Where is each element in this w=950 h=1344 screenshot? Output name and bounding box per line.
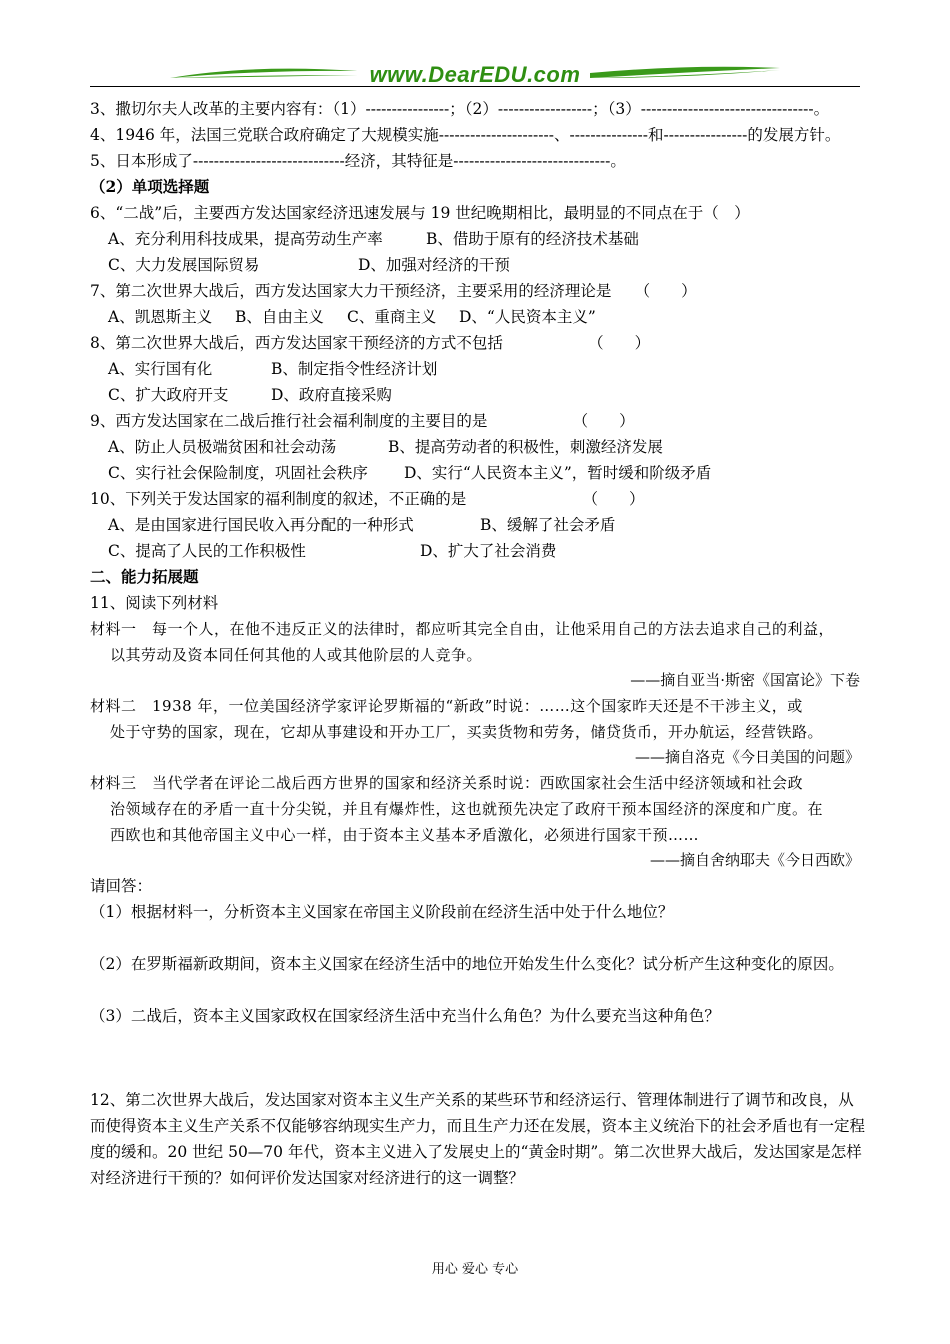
option-8b: B、制定指令性经济计划 [271,360,438,378]
option-7a: A、凯恩斯主义 [108,308,213,326]
material-3-source: ——摘自舍纳耶夫《今日西欧》 [649,851,860,869]
sub-question-1: （1）根据材料一，分析资本主义国家在帝国主义阶段前在经济生活中处于什么地位？ [90,903,674,921]
answer-space-2 [90,977,865,1003]
fill-in-question-3: 3、撒切尔夫人改革的主要内容有：（1）----------------；（2）------------------；（3）---------------------------------。 [90,100,830,118]
question-10-options-row2 [90,538,865,564]
option-7c: C、重商主义 [347,308,437,326]
answer-space-3 [90,1029,865,1087]
question-12: 12、第二次世界大战后，发达国家对资本主义生产关系的某些环节和经济运行、管理体制进行了调节和改良，从而使得资本主义生产关系不仅能够容纳现实生产力，而且生产力还在发展，资本主义统治下的社会矛盾也有一定程度的缓和。20 世纪 50—70 年代，资本主义进入了发展史上的“黄金时期”。第二次世界大战后，发达国家是怎样对经济进行干预的？如何评价发达国家对经济进行的这一调整？ [90,1091,866,1187]
page-footer: 用心 爱心 专心 [431,1262,519,1277]
material-2-line-2: 处于守势的国家，现在，它却从事建设和开办工厂，买卖货物和劳务，储贷货币，开办航运，经营铁路。 [110,723,824,741]
question-8-options-row2 [90,382,865,408]
option-9b: B、提高劳动者的积极性，刺激经济发展 [388,438,663,456]
option-8a: A、实行国有化 [108,360,213,378]
material-3-line-1: 材料三 当代学者在评论二战后西方世界的国家和经济关系时说：西欧国家社会生活中经济领域和社会政 [90,774,804,792]
question-9-options-row1 [90,434,865,460]
material-2-line-1: 材料二 1938 年，一位美国经济学家评论罗斯福的“新政”时说：……这个国家昨天还是不干涉主义，或 [90,697,803,715]
question-10-stem: 10、下列关于发达国家的福利制度的叙述，不正确的是 （ ） [90,490,645,508]
option-7b: B、自由主义 [235,308,324,326]
question-7-options-row1 [90,304,865,330]
material-3-line-2: 治领域存在的矛盾一直十分尖锐，并且有爆炸性，这也就预先决定了政府干预本国经济的深度和广度。在 [110,800,824,818]
fill-in-question-4: 4、1946 年，法国三党联合政府确定了大规模实施----------------------、---------------和----------------的发展方针。 [90,126,841,144]
option-8d: D、政府直接采购 [271,386,392,404]
material-1-line-2: 以其劳动及资本同任何其他的人或其他阶层的人竞争。 [110,646,483,664]
option-9c: C、实行社会保险制度，巩固社会秩序 [108,464,368,482]
material-1-line-1: 材料一 每一个人，在他不违反正义的法律时，都应听其完全自由，让他采用自己的方法去追求自己的利益， [90,620,835,638]
question-11-intro: 11、阅读下列材料 [90,594,219,612]
option-10c: C、提高了人民的工作积极性 [108,542,306,560]
question-10-options-row1 [90,512,865,538]
option-6d: D、加强对经济的干预 [358,256,510,274]
question-9-options-row2 [90,460,865,486]
option-6c: C、大力发展国际贸易 [108,256,260,274]
option-7d: D、“人民资本主义” [459,308,596,326]
header-divider [90,86,860,87]
worksheet-body [90,96,865,1191]
material-3-line-3: 西欧也和其他帝国主义中心一样，由于资本主义基本矛盾激化，必须进行国家干预…… [110,826,700,844]
sub-question-2: （2）在罗斯福新政期间，资本主义国家在经济生活中的地位开始发生什么变化？试分析产生这种变化的原因。 [90,955,844,973]
option-9d: D、实行“人民资本主义”，暂时缓和阶级矛盾 [404,464,712,482]
option-8c: C、扩大政府开支 [108,386,229,404]
option-9a: A、防止人员极端贫困和社会动荡 [108,438,337,456]
question-6-options-row2 [90,252,865,278]
option-10a: A、是由国家进行国民收入再分配的一种形式 [108,516,414,534]
question-9-stem: 9、西方发达国家在二战后推行社会福利制度的主要目的是 （ ） [90,412,635,430]
sub-question-3: （3）二战后，资本主义国家政权在国家经济生活中充当什么角色？为什么要充当这种角色？ [90,1007,720,1025]
answer-space-1 [90,925,865,951]
option-6b: B、借助于原有的经济技术基础 [426,230,639,248]
fill-in-question-5: 5、日本形成了-----------------------------经济，其特征是------------------------------。 [90,152,626,170]
question-6-options-row1 [90,226,865,252]
site-url-text[interactable]: www.DearEDU.com [369,62,581,87]
question-7-stem: 7、第二次世界大战后，西方发达国家大力干预经济，主要采用的经济理论是 （ ） [90,282,697,300]
question-8-options-row1 [90,356,865,382]
section-heading-ability: 二、能力拓展题 [90,567,199,586]
question-6-stem: 6、“二战”后，主要西方发达国家经济迅速发展与 19 世纪晚期相比，最明显的不同点在于（ ） [90,204,750,222]
question-8-stem: 8、第二次世界大战后，西方发达国家干预经济的方式不包括 （ ） [90,334,651,352]
option-6a: A、充分利用科技成果，提高劳动生产率 [108,230,383,248]
option-10d: D、扩大了社会消费 [420,542,557,560]
material-2-source: ——摘自洛克《今日美国的问题》 [634,748,860,766]
option-10b: B、缓解了社会矛盾 [480,516,616,534]
material-1-source: ——摘自亚当·斯密《国富论》下卷 [630,671,860,689]
section-heading-choice: （2）单项选择题 [90,177,210,196]
answer-prompt: 请回答： [90,877,153,895]
